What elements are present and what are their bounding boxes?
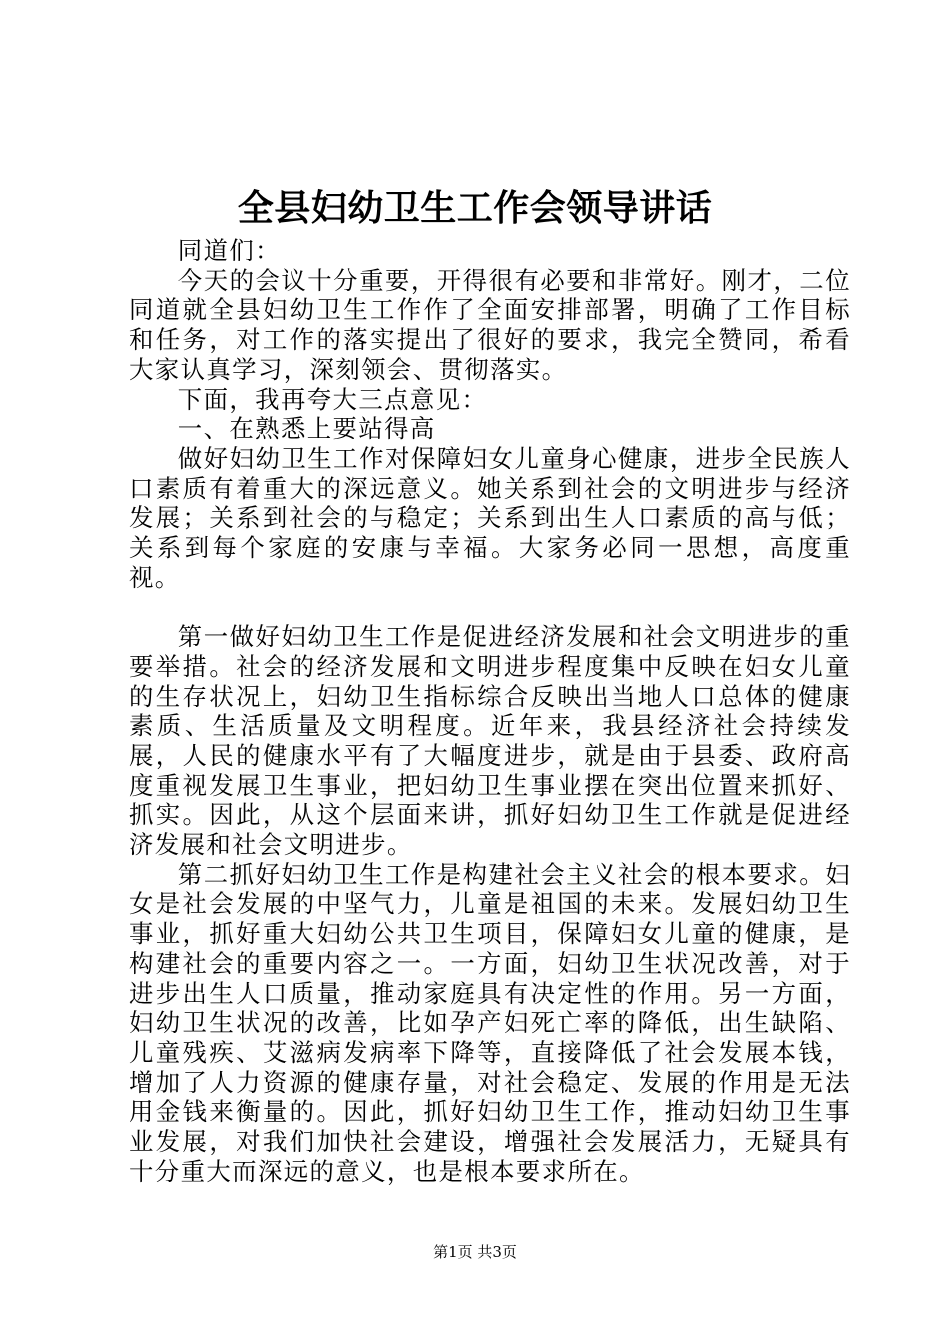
salutation-paragraph: 同道们： [177, 236, 281, 265]
body-paragraph: 第二抓好妇幼卫生工作是构建社会主义社会的根本要求。妇女是社会发展的中坚气力，儿童是祖国的未来。发展妇幼卫生事业，抓好重大妇幼公共卫生项目，保障妇女儿童的健康，是构建社会的重要内容之一。一方面，妇幼卫生状况改善，对于进步出生人口质量，推动家庭具有决定性的作用。另一方面，妇幼卫生状况的改善，比如孕产妇死亡率的降低，出生缺陷、儿童残疾、艾滋病发病率下降等，直接降低了社会发展本钱，增加了人力资源的健康存量，对社会稳定、发展的作用是无法用金钱来衡量的。因此，抓好妇幼卫生工作，推动妇幼卫生事业发展，对我们加快社会建设，增强社会发展活力，无疑具有十分重大而深远的意义，也是根本要求所在。 [129, 859, 851, 1186]
body-paragraph: 第一做好妇幼卫生工作是促进经济发展和社会文明进步的重要举措。社会的经济发展和文明进步程度集中反映在妇女儿童的生存状况上，妇幼卫生指标综合反映出当地人口总体的健康素质、生活质量及文明程度。近年来，我县经济社会持续发展，人民的健康水平有了大幅度进步，就是由于县委、政府高度重视发展卫生事业，把妇幼卫生事业摆在突出位置来抓好、抓实。因此，从这个层面来讲，抓好妇幼卫生工作就是促进经济发展和社会文明进步。 [129, 622, 851, 860]
section-heading: 一、在熟悉上要站得高 [177, 414, 436, 444]
body-paragraph: 做好妇幼卫生工作对保障妇女儿童身心健康，进步全民族人口素质有着重大的深远意义。她关系到社会的文明进步与经济发展；关系到社会的与稳定；关系到出生人口素质的高与低；关系到每个家庭的安康与幸福。大家务必同一思想，高度重视。 [129, 443, 851, 592]
body-paragraph: 下面，我再夸大三点意见： [177, 384, 488, 414]
document-body [129, 236, 851, 1186]
document-title: 全县妇幼卫生工作会领导讲话 [237, 187, 713, 229]
page-footer: 第1页 共3页 [433, 1243, 517, 1261]
body-paragraph: 今天的会议十分重要，开得很有必要和非常好。刚才，二位同道就全县妇幼卫生工作作了全面安排部署，明确了工作目标和任务，对工作的落实提出了很好的要求，我完全赞同，希看大家认真学习，深刻领会、贯彻落实。 [129, 265, 851, 384]
